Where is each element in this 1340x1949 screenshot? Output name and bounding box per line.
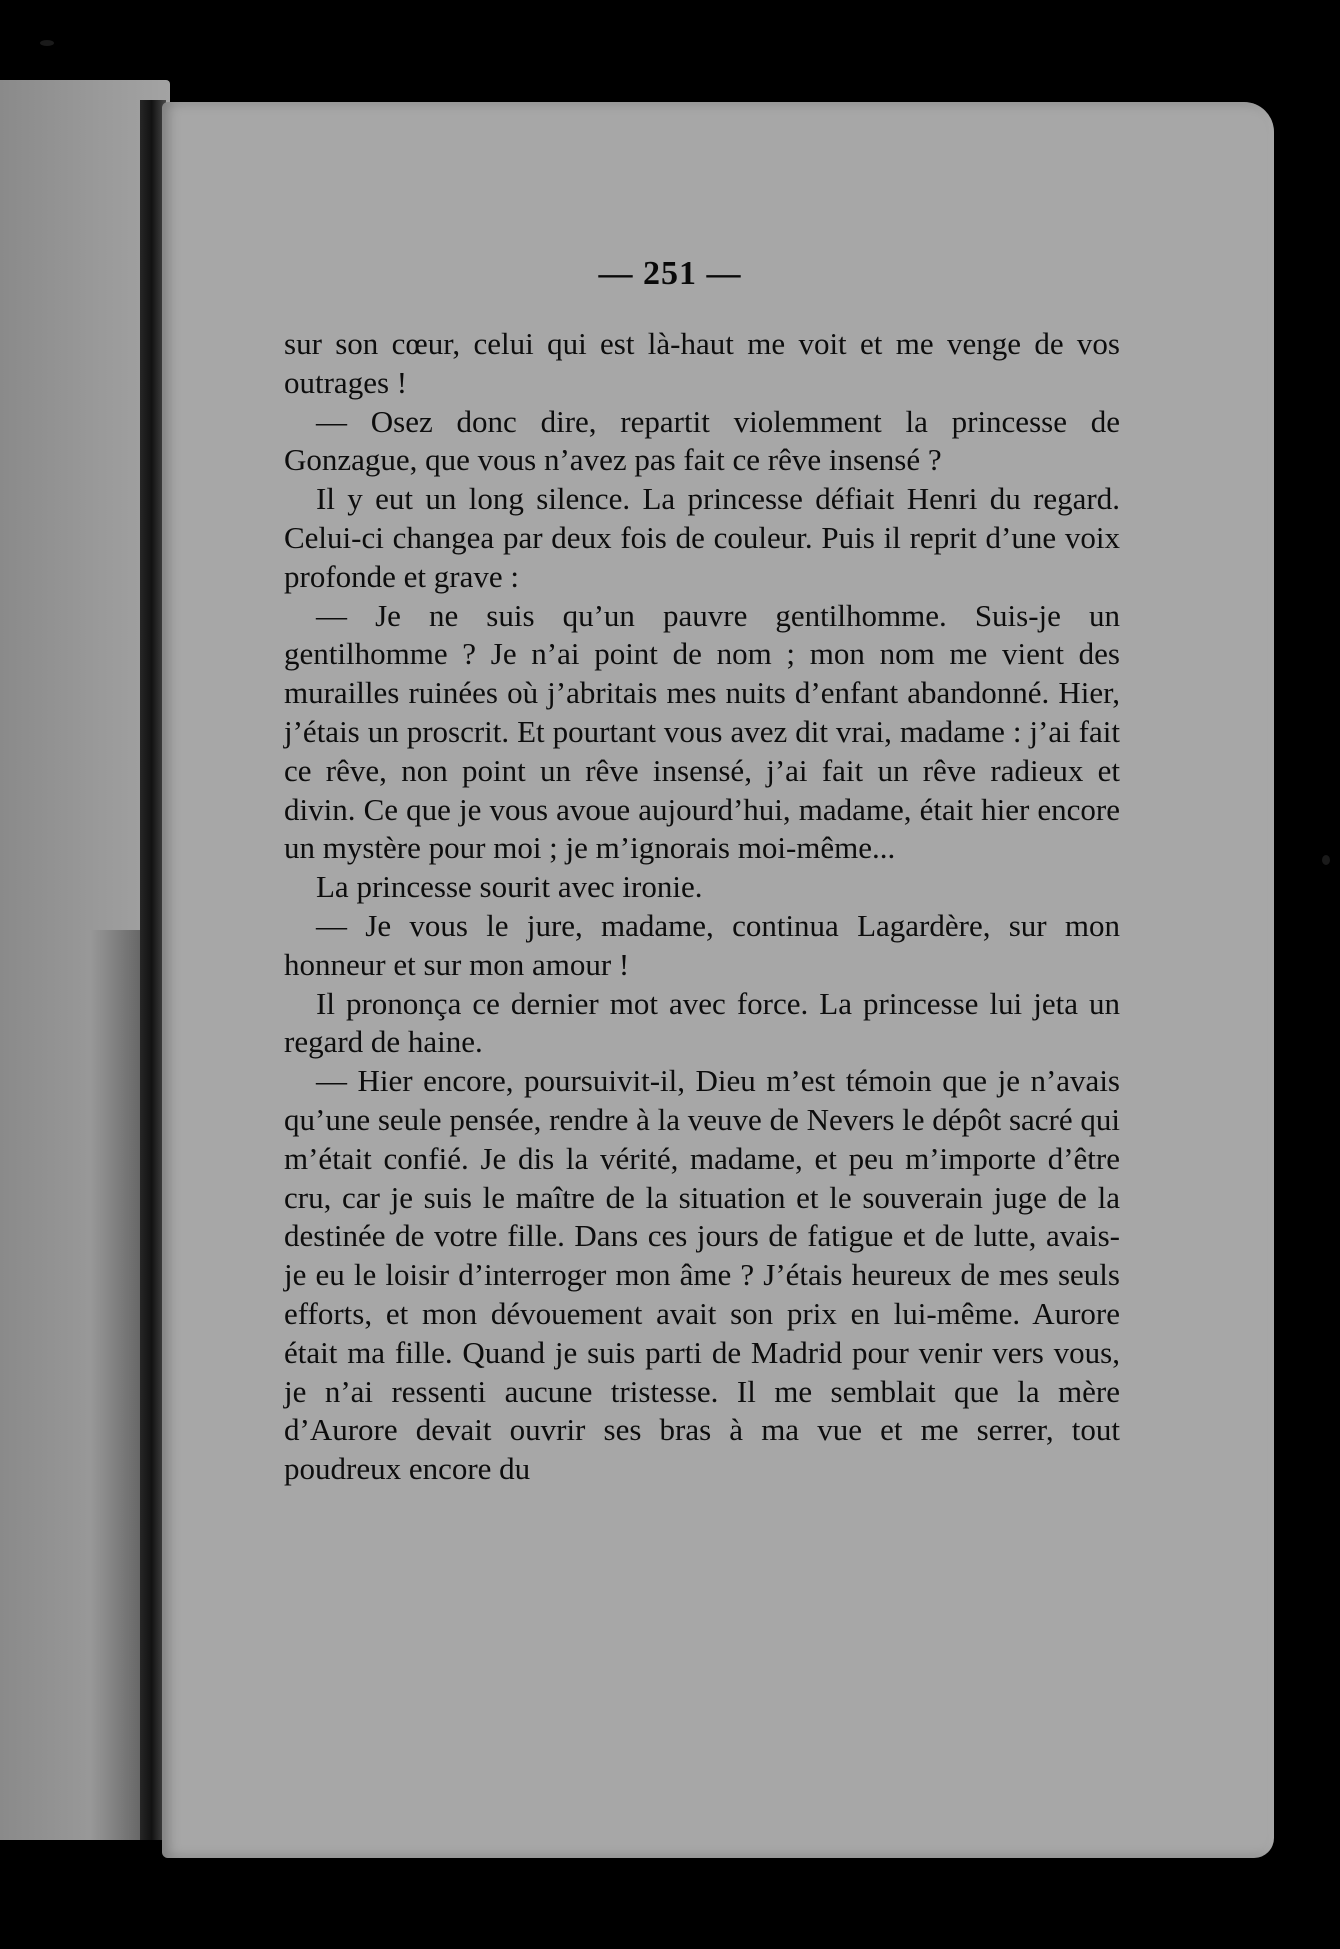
paragraph: — Osez donc dire, repartit violemment la princesse de Gonzague, que vous n’avez pas fait ce rêve insensé ? — [284, 403, 1120, 478]
paragraph: — Je ne suis qu’un pauvre gentilhomme. Suis-je un gentilhomme ? Je n’ai point de nom ; mon nom me vient des murailles ruinées où j’abritais mes nuits d’enfant abandonné. Hier, j’étais un proscrit. Et pourtant vous avez dit vrai, madame : j’ai fait ce rêve, non point un rêve insensé, j’ai fait un rêve radieux et divin. Ce que je vous avoue aujourd’hui, madame, était hier encore un mystère pour moi ; je m’ignorais moi-même... — [284, 597, 1120, 866]
paragraph: Il prononça ce dernier mot avec force. La princesse lui jeta un regard de haine. — [284, 985, 1120, 1060]
scan-speck — [40, 40, 54, 46]
paragraph: sur son cœur, celui qui est là-haut me voit et me venge de vos outrages ! — [284, 326, 1120, 400]
page-body-text — [284, 325, 1120, 1489]
paragraph: Il y eut un long silence. La princesse défiait Henri du regard. Celui-ci changea par deux fois de couleur. Puis il reprit d’une voix profonde et grave : — [284, 481, 1120, 594]
paragraph: — Hier encore, poursuivit-il, Dieu m’est témoin que je n’avais qu’une seule pensée, rendre à la veuve de Nevers le dépôt sacré qui m’était confié. Je dis la vérité, madame, et peu m’importe d’être cru, car je suis le maître de la situation et le souverain juge de la destinée de votre fille. Dans ces jours de fatigue et de lutte, avais-je eu le loisir d’interroger mon âme ? J’étais heureux de mes seuls efforts, et mon dévouement avait son prix en lui-même. Aurore était ma fille. Quand je suis parti de Madrid pour venir vers vous, je n’ai ressenti aucune tristesse. Il me semblait que la mère d’Aurore devait ouvrir ses bras à ma vue et me serrer, tout poudreux encore du — [284, 1063, 1120, 1487]
paragraph: La princesse sourit avec ironie. — [316, 869, 703, 905]
scan-speck — [1322, 855, 1330, 865]
gutter-shadow — [90, 930, 140, 1840]
page-number: — 251 — — [598, 255, 742, 292]
paragraph: — Je vous le jure, madame, continua Lagardère, sur mon honneur et sur mon amour ! — [284, 907, 1120, 982]
